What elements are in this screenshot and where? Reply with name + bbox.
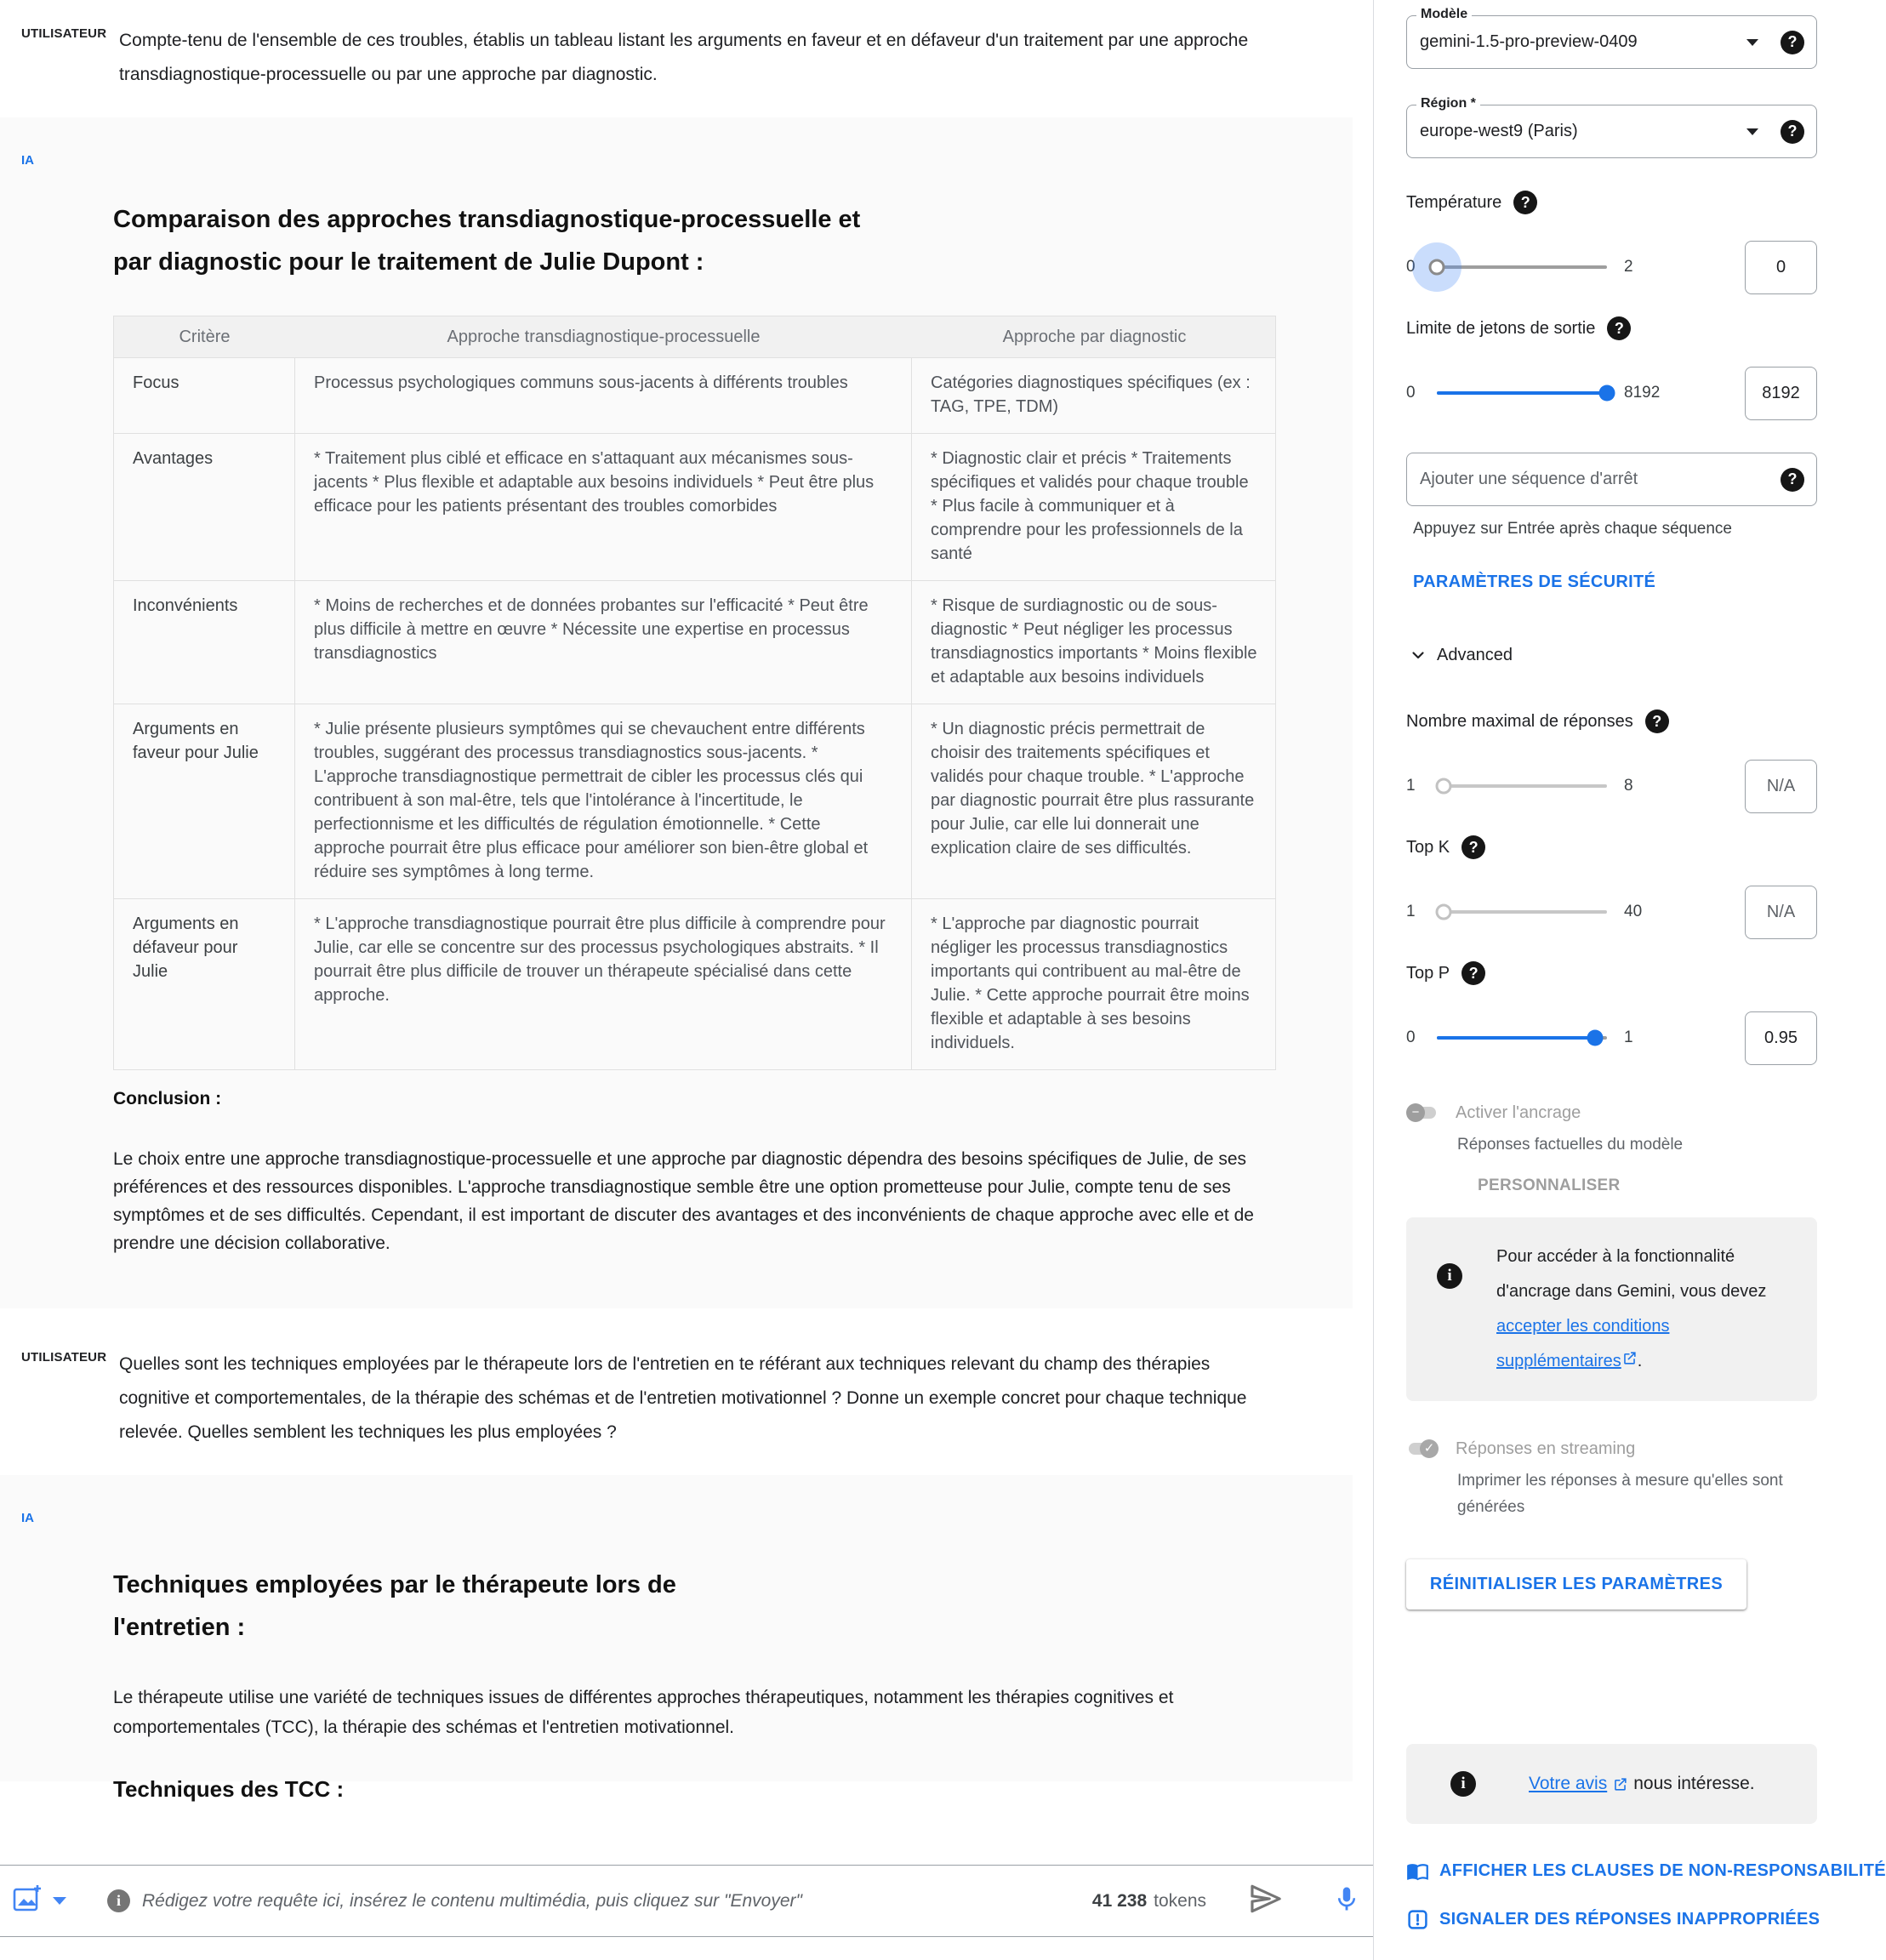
max-responses-help-icon[interactable]: ? <box>1645 709 1669 733</box>
slider-min: 0 <box>1406 258 1416 276</box>
customize-button[interactable]: PERSONNALISER <box>1478 1177 1621 1194</box>
slider-min: 0 <box>1406 384 1416 402</box>
output-tokens-value-field[interactable]: 8192 <box>1745 367 1817 420</box>
top-p-section <box>1406 961 1817 985</box>
slider-max: 1 <box>1624 1028 1633 1046</box>
model-select[interactable] <box>1406 7 1817 69</box>
stop-sequence-help-icon[interactable]: ? <box>1781 468 1804 492</box>
top-k-section <box>1406 835 1817 859</box>
slider-min: 1 <box>1406 777 1416 795</box>
reset-parameters-button[interactable]: RÉINITIALISER LES PARAMÈTRES <box>1406 1559 1746 1610</box>
toggle-minus-icon: − <box>1406 1103 1425 1122</box>
slider-thumb[interactable] <box>1436 778 1452 795</box>
send-button[interactable] <box>1247 1881 1283 1921</box>
stop-sequence-helper: Appuyez sur Entrée après chaque séquence <box>1413 520 1732 538</box>
slider-min: 1 <box>1406 903 1416 920</box>
feedback-text <box>1529 1774 1755 1794</box>
model-label: Modèle <box>1416 7 1472 22</box>
top-k-help-icon[interactable]: ? <box>1462 835 1485 859</box>
toggle-check-icon: ✓ <box>1420 1439 1439 1458</box>
model-help-icon[interactable]: ? <box>1781 31 1804 54</box>
conclusion-text: Le choix entre une approche transdiagnostique-processuelle et une approche par diagnostic dépendra des besoins spécifiques de Julie, de ses préférences et des ressources disponibles. L'approche transdiagnostique semble être une option prometteuse pour Julie, compte tenu de ses symptômes et de ses difficultés. Cependant, il est important de discuter des avantages et des inconvénients de chaque approche avec elle et de prendre une décision collaborative. <box>113 1149 1254 1253</box>
temperature-section <box>1406 191 1817 214</box>
streaming-label: Réponses en streaming <box>1456 1439 1636 1458</box>
external-link-icon <box>1612 1776 1628 1792</box>
prompt-input[interactable]: Rédigez votre requête ici, insérez le contenu multimédia, puis cliquez sur "Envoyer" <box>142 1890 802 1911</box>
table-row <box>114 704 1275 899</box>
slider-thumb[interactable] <box>1599 385 1615 402</box>
report-link-row <box>1406 1908 1820 1931</box>
disclaimer-link-row <box>1406 1860 1886 1883</box>
slider-max: 8192 <box>1624 384 1661 402</box>
feedback-banner <box>1406 1744 1817 1824</box>
chevron-down-icon <box>1408 645 1428 665</box>
model-value: gemini-1.5-pro-preview-0409 <box>1420 32 1638 51</box>
top-k-slider-row <box>1406 885 1817 939</box>
grounding-notice <box>1406 1217 1817 1401</box>
user-message-text: Quelles sont les techniques employées par le thérapeute lors de l'entretien en te référant aux techniques relevant du champ des thérapies cognitive et comportementales, de la thérapie des schémas et de l'entretien motivationnel ? Donne un exemple concret pour chaque technique relevée. Quelles semblent les techniques les plus employées ? <box>119 1354 1247 1442</box>
slider-fill <box>1437 391 1607 395</box>
top-p-value-field[interactable]: 0.95 <box>1745 1011 1817 1065</box>
table-header-critere: Critère <box>179 328 231 346</box>
top-k-slider[interactable] <box>1437 910 1607 914</box>
table-cell: Processus psychologiques communs sous-jacents à différents troubles <box>295 358 912 433</box>
info-icon: i <box>107 1889 130 1912</box>
stop-sequence-field[interactable] <box>1406 453 1817 506</box>
slider-max: 8 <box>1624 777 1633 795</box>
temperature-value-field[interactable]: 0 <box>1745 241 1817 294</box>
chevron-down-icon <box>1746 39 1758 46</box>
streaming-toggle[interactable] <box>1406 1439 1439 1459</box>
table-cell: Focus <box>114 358 295 433</box>
grounding-toggle-row <box>1406 1102 1817 1123</box>
info-icon: i <box>1450 1771 1476 1797</box>
advanced-section-toggle[interactable] <box>1408 645 1817 665</box>
table-header-transdiag: Approche transdiagnostique-processuelle <box>447 328 761 346</box>
table-row <box>114 581 1275 704</box>
table-row <box>114 899 1275 1070</box>
table-cell: Arguments en faveur pour Julie <box>114 704 295 898</box>
media-options-chevron-down-icon[interactable] <box>53 1897 66 1905</box>
grounding-notice-text <box>1496 1239 1777 1379</box>
add-image-icon <box>11 1883 43 1919</box>
user-role-label: UTILISATEUR <box>21 1350 107 1365</box>
response-subheading: Techniques des TCC : <box>113 1776 345 1802</box>
output-tokens-slider-row <box>1406 366 1817 420</box>
streaming-toggle-row <box>1406 1439 1817 1459</box>
report-responses-link[interactable]: SIGNALER DES RÉPONSES INAPPROPRIÉES <box>1439 1910 1820 1929</box>
table-header-diag: Approche par diagnostic <box>1002 328 1187 346</box>
response-paragraph: Le thérapeute utilise une variété de techniques issues de différentes approches thérapeutiques, notamment les thérapies cognitives et comportementales (TCC), la thérapie des schémas et l'entretien motivationnel. <box>113 1688 1174 1737</box>
max-responses-label: Nombre maximal de réponses <box>1406 711 1633 731</box>
conclusion-title: Conclusion : <box>113 1089 222 1108</box>
temperature-slider-row <box>1406 240 1817 294</box>
table-cell: * Moins de recherches et de données probantes sur l'efficacité * Peut être plus difficile à mettre en œuvre * Nécessite une expertise en processus transdiagnostics <box>295 581 912 704</box>
prompt-composer <box>0 1865 1373 1937</box>
book-icon <box>1406 1860 1429 1883</box>
ai-response-2 <box>0 1475 1353 1802</box>
safety-settings-link[interactable]: PARAMÈTRES DE SÉCURITÉ <box>1413 573 1656 591</box>
user-role-label: UTILISATEUR <box>21 26 107 41</box>
slider-min: 0 <box>1406 1028 1416 1046</box>
token-counter <box>1092 1891 1206 1912</box>
response-title: Techniques employées par le thérapeute lors de l'entretien : <box>113 1571 676 1641</box>
max-responses-value-field[interactable]: N/A <box>1745 760 1817 813</box>
send-icon <box>1247 1881 1283 1921</box>
table-cell: Catégories diagnostiques spécifiques (ex : TAG, TPE, TDM) <box>931 373 1251 416</box>
table-cell: * Un diagnostic précis permettrait de choisir des traitements spécifiques et validés pour chaque trouble. * L'approche par diagnostic pourrait être plus rassurante pour Julie, car elle lui donnerait une explication claire de ses difficultés. <box>931 720 1255 858</box>
top-p-label: Top P <box>1406 963 1450 983</box>
region-label: Région * <box>1416 96 1480 111</box>
table-cell: * Julie présente plusieurs symptômes qui se chevauchent entre différents troubles, suggérant des processus transdiagnostics sous-jacents. * L'approche transdiagnostique permettrait de cibler les processus clés qui contribuent à son mal-être, tels que l'intolérance à l'incertitude, le perfectionnisme et les difficultés de régulation émotionnelle. * Cette approche pourrait être plus efficace pour améliorer son bien-être global et réduire ses symptômes à long terme. <box>295 704 912 898</box>
user-message-2 <box>0 1308 1373 1475</box>
max-responses-slider[interactable] <box>1437 784 1607 788</box>
table-cell: * Risque de surdiagnostic ou de sous-diagnostic * Peut négliger les processus transdiagnostics importants * Moins flexible et adaptable aux besoins individuels <box>931 596 1257 687</box>
token-count: 41 238 <box>1091 1890 1148 1911</box>
user-message-text: Compte-tenu de l'ensemble de ces troubles, établis un tableau listant les arguments en faveur et en défaveur d'un traitement par une approche transdiagnostique-processuelle ou par une approche par diagnostic. <box>119 31 1249 84</box>
streaming-sublabel: Imprimer les réponses à mesure qu'elles sont générées <box>1457 1472 1783 1516</box>
slider-thumb[interactable] <box>1429 259 1445 276</box>
table-cell: * Diagnostic clair et précis * Traitements spécifiques et validés pour chaque trouble * Plus facile à communiquer et à comprendre pour les professionnels de la santé <box>931 449 1249 563</box>
user-message-1 <box>0 0 1373 117</box>
slider-max: 2 <box>1624 258 1633 276</box>
slider-thumb[interactable] <box>1436 904 1452 920</box>
comparison-table <box>113 316 1276 1070</box>
table-cell: * L'approche par diagnostic pourrait négliger les processus transdiagnostics importants qui contribuent au mal-être de Julie. * Cette approche pourrait être moins flexible et adaptable à ses besoins individuels. <box>931 914 1250 1052</box>
max-responses-section <box>1406 709 1817 733</box>
top-p-slider-row <box>1406 1011 1817 1065</box>
output-tokens-section <box>1406 316 1817 340</box>
info-icon: i <box>1437 1263 1462 1289</box>
temperature-help-icon[interactable]: ? <box>1513 191 1537 214</box>
slider-thumb[interactable] <box>1587 1030 1604 1046</box>
report-icon <box>1406 1908 1429 1931</box>
feedback-text-after: nous intéresse. <box>1633 1774 1755 1793</box>
token-label: tokens <box>1154 1890 1206 1911</box>
temperature-label: Température <box>1406 192 1502 212</box>
grounding-label: Activer l'ancrage <box>1456 1102 1581 1122</box>
max-responses-slider-row <box>1406 759 1817 813</box>
table-cell: Arguments en défaveur pour Julie <box>114 899 295 1069</box>
ai-response-1 <box>0 117 1353 1308</box>
table-cell: Avantages <box>114 434 295 580</box>
output-tokens-help-icon[interactable]: ? <box>1607 316 1631 340</box>
response-title: Comparaison des approches transdiagnostique-processuelle et par diagnostic pour le traitement de Julie Dupont : <box>113 206 861 276</box>
temperature-slider[interactable] <box>1437 265 1607 269</box>
table-row <box>114 358 1275 434</box>
model-settings-panel <box>1373 0 1886 1960</box>
output-tokens-slider[interactable] <box>1437 391 1607 395</box>
insert-media-button[interactable] <box>10 1884 44 1918</box>
table-header-row <box>114 316 1275 358</box>
chevron-down-icon <box>1746 128 1758 135</box>
table-cell: * L'approche transdiagnostique pourrait être plus difficile à comprendre pour Julie, car elle se concentre sur des processus psychologiques abstraits. * Il pourrait être plus difficile de trouver un thérapeute spécialisé dans cette approche. <box>295 899 912 1069</box>
region-help-icon[interactable]: ? <box>1781 120 1804 144</box>
notice-text-after: . <box>1637 1352 1643 1370</box>
top-p-help-icon[interactable]: ? <box>1462 961 1485 985</box>
ai-role-label: IA <box>21 1511 34 1525</box>
top-k-value-field[interactable]: N/A <box>1745 886 1817 939</box>
table-cell: * Traitement plus ciblé et efficace en s'attaquant aux mécanismes sous-jacents * Plus flexible et adaptable aux besoins individuels * Peut être plus efficace pour les patients présentant des troubles comorbides <box>295 434 912 580</box>
region-value: europe-west9 (Paris) <box>1420 122 1578 140</box>
advanced-label: Advanced <box>1437 645 1513 664</box>
feedback-link[interactable]: Votre avis <box>1529 1774 1608 1793</box>
external-link-icon <box>1621 1350 1638 1366</box>
microphone-button[interactable] <box>1332 1884 1361 1917</box>
notice-text-before: Pour accéder à la fonctionnalité d'ancrage dans Gemini, vous devez <box>1496 1247 1767 1301</box>
grounding-sublabel: Réponses factuelles du modèle <box>1457 1136 1684 1154</box>
top-k-label: Top K <box>1406 837 1450 857</box>
table-cell: Inconvénients <box>114 581 295 704</box>
ai-role-label: IA <box>21 153 34 168</box>
slider-max: 40 <box>1624 903 1643 920</box>
accept-terms-link[interactable]: accepter les conditions supplémentaires <box>1496 1317 1670 1370</box>
output-tokens-label: Limite de jetons de sortie <box>1406 318 1596 338</box>
show-disclaimer-link[interactable]: AFFICHER LES CLAUSES DE NON-RESPONSABILITÉ <box>1439 1861 1886 1880</box>
table-row <box>114 434 1275 581</box>
grounding-toggle[interactable] <box>1406 1102 1439 1123</box>
region-select[interactable] <box>1406 96 1817 158</box>
microphone-icon <box>1332 1884 1361 1917</box>
stop-sequence-placeholder: Ajouter une séquence d'arrêt <box>1420 470 1638 488</box>
slider-fill <box>1437 1036 1595 1040</box>
top-p-slider[interactable] <box>1437 1036 1607 1040</box>
